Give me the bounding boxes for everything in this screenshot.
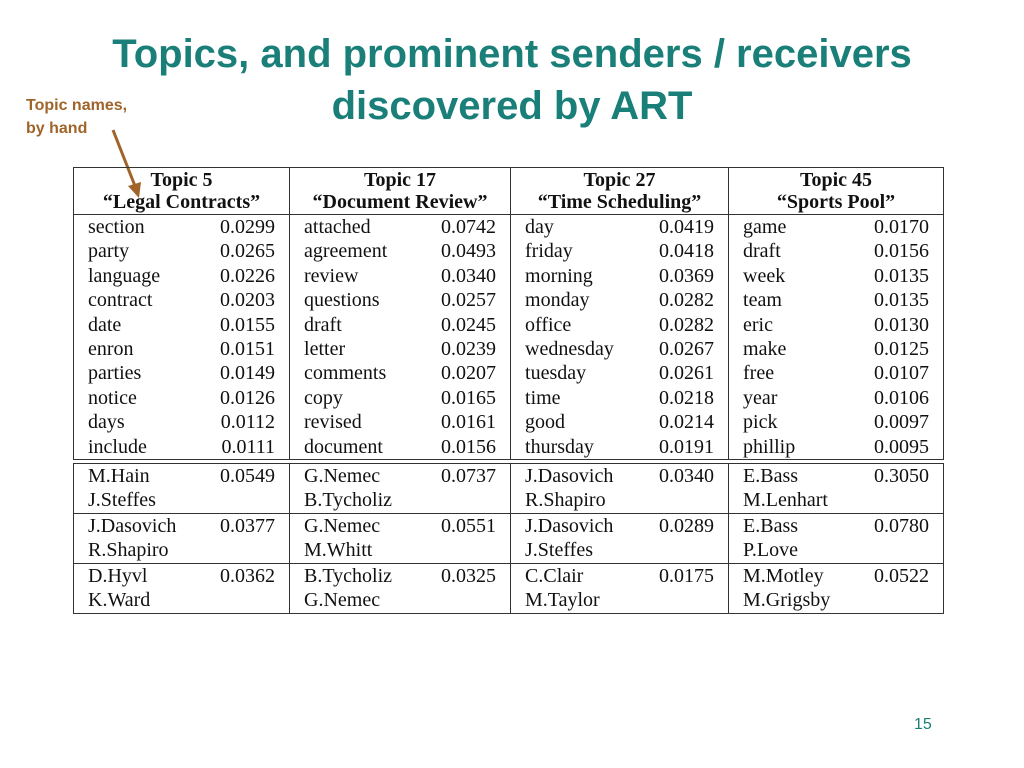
pair-prob: 0.0175	[637, 563, 729, 588]
pair-prob: 0.0325	[414, 563, 511, 588]
topic-word: document	[290, 435, 414, 460]
topic-word-prob: 0.0165	[441, 386, 497, 409]
topic-header-row	[74, 168, 944, 215]
pair-receiver-row	[74, 488, 944, 513]
topic-word-prob: 0.0282	[659, 313, 715, 336]
topic-word: wednesday	[511, 337, 637, 361]
topic-word: day	[511, 215, 637, 240]
topic-word-prob: 0.0107	[850, 361, 944, 385]
pair-receiver: J.Steffes	[74, 488, 290, 513]
topic-id: Topic 27	[583, 169, 656, 191]
word-row	[74, 361, 944, 385]
topic-header-1	[290, 168, 511, 215]
topic-word-prob: 0.0097	[850, 410, 944, 434]
pair-receiver: K.Ward	[74, 588, 290, 613]
pair-receiver: J.Steffes	[511, 538, 729, 563]
pair-receiver: G.Nemec	[290, 588, 511, 613]
topic-word-prob: 0.0369	[659, 264, 715, 287]
topic-word: eric	[729, 313, 850, 337]
pair-prob: 0.0737	[414, 464, 511, 489]
topic-word-prob: 0.0218	[659, 386, 715, 409]
topic-word-prob: 0.0130	[850, 313, 944, 337]
word-row	[74, 435, 944, 460]
topic-word: attached	[290, 215, 414, 240]
topic-word-prob: 0.0261	[659, 362, 715, 385]
topic-word: draft	[729, 239, 850, 263]
topic-word: draft	[290, 313, 414, 337]
topic-word-prob: 0.0125	[850, 337, 944, 361]
topic-word: enron	[74, 337, 195, 361]
pair-sender-row	[74, 464, 944, 489]
pair-receiver: R.Shapiro	[511, 488, 729, 513]
topic-word-prob: 0.0299	[220, 216, 276, 238]
topic-header-2	[511, 168, 729, 215]
topic-word-prob: 0.0151	[220, 338, 276, 361]
topic-word-prob: 0.0106	[850, 386, 944, 410]
topics-table	[73, 167, 944, 614]
pair-prob: 0.0780	[850, 513, 944, 538]
topic-word-prob: 0.0742	[441, 216, 497, 238]
pair-sender: J.Dasovich	[74, 513, 195, 538]
topic-name: “Sports Pool”	[776, 191, 896, 213]
topic-word: review	[290, 264, 414, 288]
topic-name: “Legal Contracts”	[102, 191, 261, 213]
topic-word: good	[511, 410, 637, 434]
word-row	[74, 239, 944, 263]
pair-sender-row	[74, 513, 944, 538]
slide-title-line-2: discovered by ART	[331, 84, 693, 128]
topic-word-prob: 0.0156	[850, 239, 944, 263]
pair-prob: 0.0340	[637, 464, 729, 489]
topic-word: monday	[511, 288, 637, 312]
word-row	[74, 288, 944, 312]
topic-name: “Time Scheduling”	[537, 191, 702, 213]
pair-sender: M.Motley	[729, 563, 850, 588]
topic-word: phillip	[729, 435, 850, 460]
pair-sender: J.Dasovich	[511, 464, 637, 489]
topic-word: letter	[290, 337, 414, 361]
pair-prob: 0.0551	[414, 513, 511, 538]
topic-word-prob: 0.0112	[220, 411, 276, 434]
topic-word-prob: 0.0170	[850, 215, 944, 240]
topic-word: morning	[511, 264, 637, 288]
topic-word-prob: 0.0135	[850, 264, 944, 288]
topic-word-prob: 0.0191	[637, 435, 729, 460]
topic-word: friday	[511, 239, 637, 263]
pair-receiver: M.Lenhart	[729, 488, 944, 513]
topic-word-prob: 0.0126	[220, 386, 276, 409]
topic-word-prob: 0.0214	[659, 411, 715, 434]
topic-word: days	[74, 410, 195, 434]
pair-receiver: M.Taylor	[511, 588, 729, 613]
pair-receiver-row	[74, 538, 944, 563]
topic-word-prob: 0.0239	[441, 338, 497, 361]
pair-sender: E.Bass	[729, 464, 850, 489]
topic-word: include	[74, 435, 195, 460]
topic-word: office	[511, 313, 637, 337]
topics-table-body	[74, 168, 944, 614]
annotation-line-1: Topic names,	[26, 97, 128, 114]
topic-id: Topic 5	[150, 169, 213, 191]
word-row	[74, 337, 944, 361]
topic-word: contract	[74, 288, 195, 312]
word-row	[74, 313, 944, 337]
pair-prob: 0.0289	[637, 513, 729, 538]
topic-word: thursday	[511, 435, 637, 460]
topic-word: agreement	[290, 239, 414, 263]
slide-title-line-1: Topics, and prominent senders / receivers	[112, 32, 912, 76]
topic-word-prob: 0.0207	[441, 362, 497, 385]
topic-word: week	[729, 264, 850, 288]
topic-header-0	[74, 168, 290, 215]
topic-word-prob: 0.0203	[220, 289, 276, 312]
pair-prob: 0.3050	[850, 464, 944, 489]
topic-word-prob: 0.0419	[659, 216, 715, 238]
topic-word: free	[729, 361, 850, 385]
topic-word-prob: 0.0111	[195, 435, 290, 460]
topic-word-prob: 0.0418	[659, 240, 715, 263]
topic-word-prob: 0.0156	[414, 435, 511, 460]
topic-word: tuesday	[511, 361, 637, 385]
pair-prob: 0.0522	[850, 563, 944, 588]
word-row	[74, 410, 944, 434]
topic-word-prob: 0.0095	[850, 435, 944, 460]
topic-id: Topic 45	[799, 169, 873, 191]
topic-name: “Document Review”	[312, 191, 488, 213]
topic-word: time	[511, 386, 637, 410]
topic-word: revised	[290, 410, 414, 434]
pair-prob: 0.0362	[195, 563, 290, 588]
pair-sender: G.Nemec	[290, 464, 414, 489]
pair-receiver-row	[74, 588, 944, 613]
topic-word: parties	[74, 361, 195, 385]
pair-sender-row	[74, 563, 944, 588]
annotation-line-2: by hand	[26, 120, 88, 137]
topic-word-prob: 0.0340	[441, 264, 497, 287]
pair-sender: M.Hain	[74, 464, 195, 489]
topic-word-prob: 0.0155	[220, 313, 276, 336]
topic-word-prob: 0.0245	[441, 313, 497, 336]
topic-word: pick	[729, 410, 850, 434]
pair-receiver: M.Grigsby	[729, 588, 944, 613]
word-row	[74, 215, 944, 240]
pair-sender: G.Nemec	[290, 513, 414, 538]
topic-word: notice	[74, 386, 195, 410]
topic-word-prob: 0.0161	[441, 411, 497, 434]
pair-prob: 0.0377	[195, 513, 290, 538]
topic-word: make	[729, 337, 850, 361]
pair-receiver: P.Love	[729, 538, 944, 563]
pair-receiver: M.Whitt	[290, 538, 511, 563]
topic-word: comments	[290, 361, 414, 385]
topic-word-prob: 0.0493	[441, 240, 497, 263]
topic-word-prob: 0.0226	[220, 264, 276, 287]
topic-word: team	[729, 288, 850, 312]
topic-word: game	[729, 215, 850, 240]
topic-id: Topic 17	[363, 169, 437, 191]
topic-word-prob: 0.0257	[441, 289, 497, 312]
topic-word: party	[74, 239, 195, 263]
pair-receiver: B.Tycholiz	[290, 488, 511, 513]
topic-word-prob: 0.0267	[659, 338, 715, 361]
pair-sender: C.Clair	[511, 563, 637, 588]
word-row	[74, 386, 944, 410]
topic-word: date	[74, 313, 195, 337]
pair-prob: 0.0549	[195, 464, 290, 489]
topic-word: copy	[290, 386, 414, 410]
pair-receiver: R.Shapiro	[74, 538, 290, 563]
topic-word: questions	[290, 288, 414, 312]
topic-word-prob: 0.0149	[220, 362, 276, 385]
page-number: 15	[914, 716, 932, 733]
topic-word: language	[74, 264, 195, 288]
topic-header-3	[729, 168, 944, 215]
pair-sender: J.Dasovich	[511, 513, 637, 538]
word-row	[74, 264, 944, 288]
pair-sender: E.Bass	[729, 513, 850, 538]
pair-sender: D.Hyvl	[74, 563, 195, 588]
topic-word-prob: 0.0282	[659, 289, 715, 312]
topic-word: section	[74, 215, 195, 240]
pair-sender: B.Tycholiz	[290, 563, 414, 588]
topic-word-prob: 0.0135	[850, 288, 944, 312]
topic-word-prob: 0.0265	[220, 240, 276, 263]
topic-word: year	[729, 386, 850, 410]
